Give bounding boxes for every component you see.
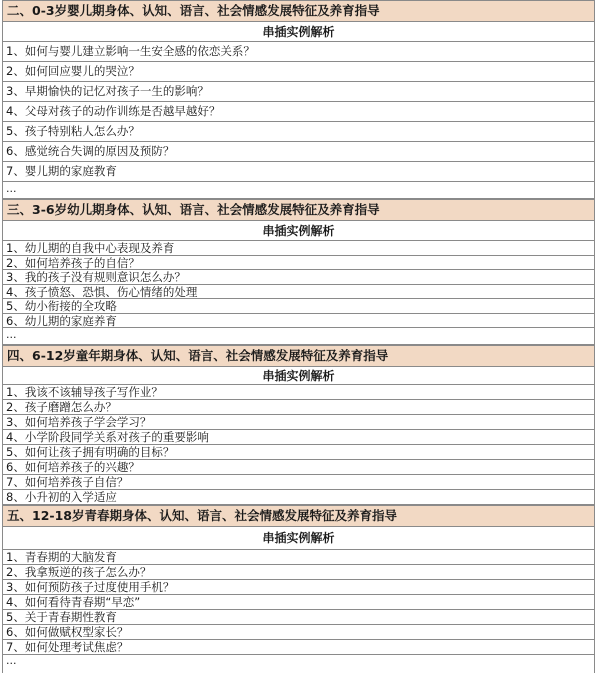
section-childhood [3,345,594,505]
section-infancy [3,0,594,199]
list-item: 1、我该不该辅导孩子写作业？ [3,385,594,400]
list-item: 4、如何看待青春期“早恋” [3,595,594,610]
list-item: 7、如何处理考试焦虑？ [3,640,594,655]
list-item: 3、早期愉快的记忆对孩子一生的影响？ [3,82,594,102]
list-item: 4、孩子愤怒、恐惧、伤心情绪的处理 [3,285,594,300]
list-item: 6、如何做赋权型家长？ [3,625,594,640]
list-item: 6、幼儿期的家庭养育 [3,314,594,329]
list-item: 4、小学阶段同学关系对孩子的重要影响 [3,430,594,445]
section-title: 二、0-3岁婴儿期身体、认知、语言、社会情感发展特征及养育指导 [3,0,594,22]
list-item: 2、如何培养孩子的自信？ [3,256,594,271]
list-item: 2、我拿叛逆的孩子怎么办？ [3,565,594,580]
more-items-ellipsis: ... [3,328,594,345]
section-title: 四、6-12岁童年期身体、认知、语言、社会情感发展特征及养育指导 [3,345,594,367]
section-adolescence [3,505,594,673]
more-items-ellipsis: ... [6,654,17,667]
list-item: 8、小升初的入学适应 [3,490,594,505]
section-title: 五、12-18岁青春期身体、认知、语言、社会情感发展特征及养育指导 [3,505,594,527]
section-subtitle: 串插实例解析 [3,527,594,550]
list-item: 7、如何培养孩子自信？ [3,475,594,490]
list-item: 1、青春期的大脑发育 [3,550,594,565]
section-title: 三、3-6岁幼儿期身体、认知、语言、社会情感发展特征及养育指导 [3,199,594,221]
list-item: 4、父母对孩子的动作训练是否越早越好？ [3,102,594,122]
list-item: 6、如何培养孩子的兴趣？ [3,460,594,475]
section-early-childhood [3,199,594,345]
list-item: 3、如何预防孩子过度使用手机？ [3,580,594,595]
list-item: 1、幼儿期的自我中心表现及养育 [3,241,594,256]
list-item: 5、如何让孩子拥有明确的目标？ [3,445,594,460]
list-item: 2、孩子磨蹭怎么办？ [3,400,594,415]
list-item: 6、感觉统合失调的原因及预防？ [3,142,594,162]
list-item: 3、我的孩子没有规则意识怎么办？ [3,270,594,285]
list-item: 5、孩子特别粘人怎么办？ [3,122,594,142]
list-item: 2、如何回应婴儿的哭泣？ [3,62,594,82]
list-item: 7、婴儿期的家庭教育 [3,162,594,182]
guidance-table [2,0,595,673]
list-item: 5、关于青春期性教育 [3,610,594,625]
section-subtitle: 串插实例解析 [3,22,594,42]
list-item: 1、如何与婴儿建立影响一生安全感的依恋关系？ [3,42,594,62]
more-items-ellipsis: ... [3,182,594,199]
list-item: 3、如何培养孩子学会学习？ [3,415,594,430]
section-subtitle: 串插实例解析 [3,221,594,241]
section-subtitle: 串插实例解析 [3,367,594,385]
list-item: 5、幼小衔接的全攻略 [3,299,594,314]
